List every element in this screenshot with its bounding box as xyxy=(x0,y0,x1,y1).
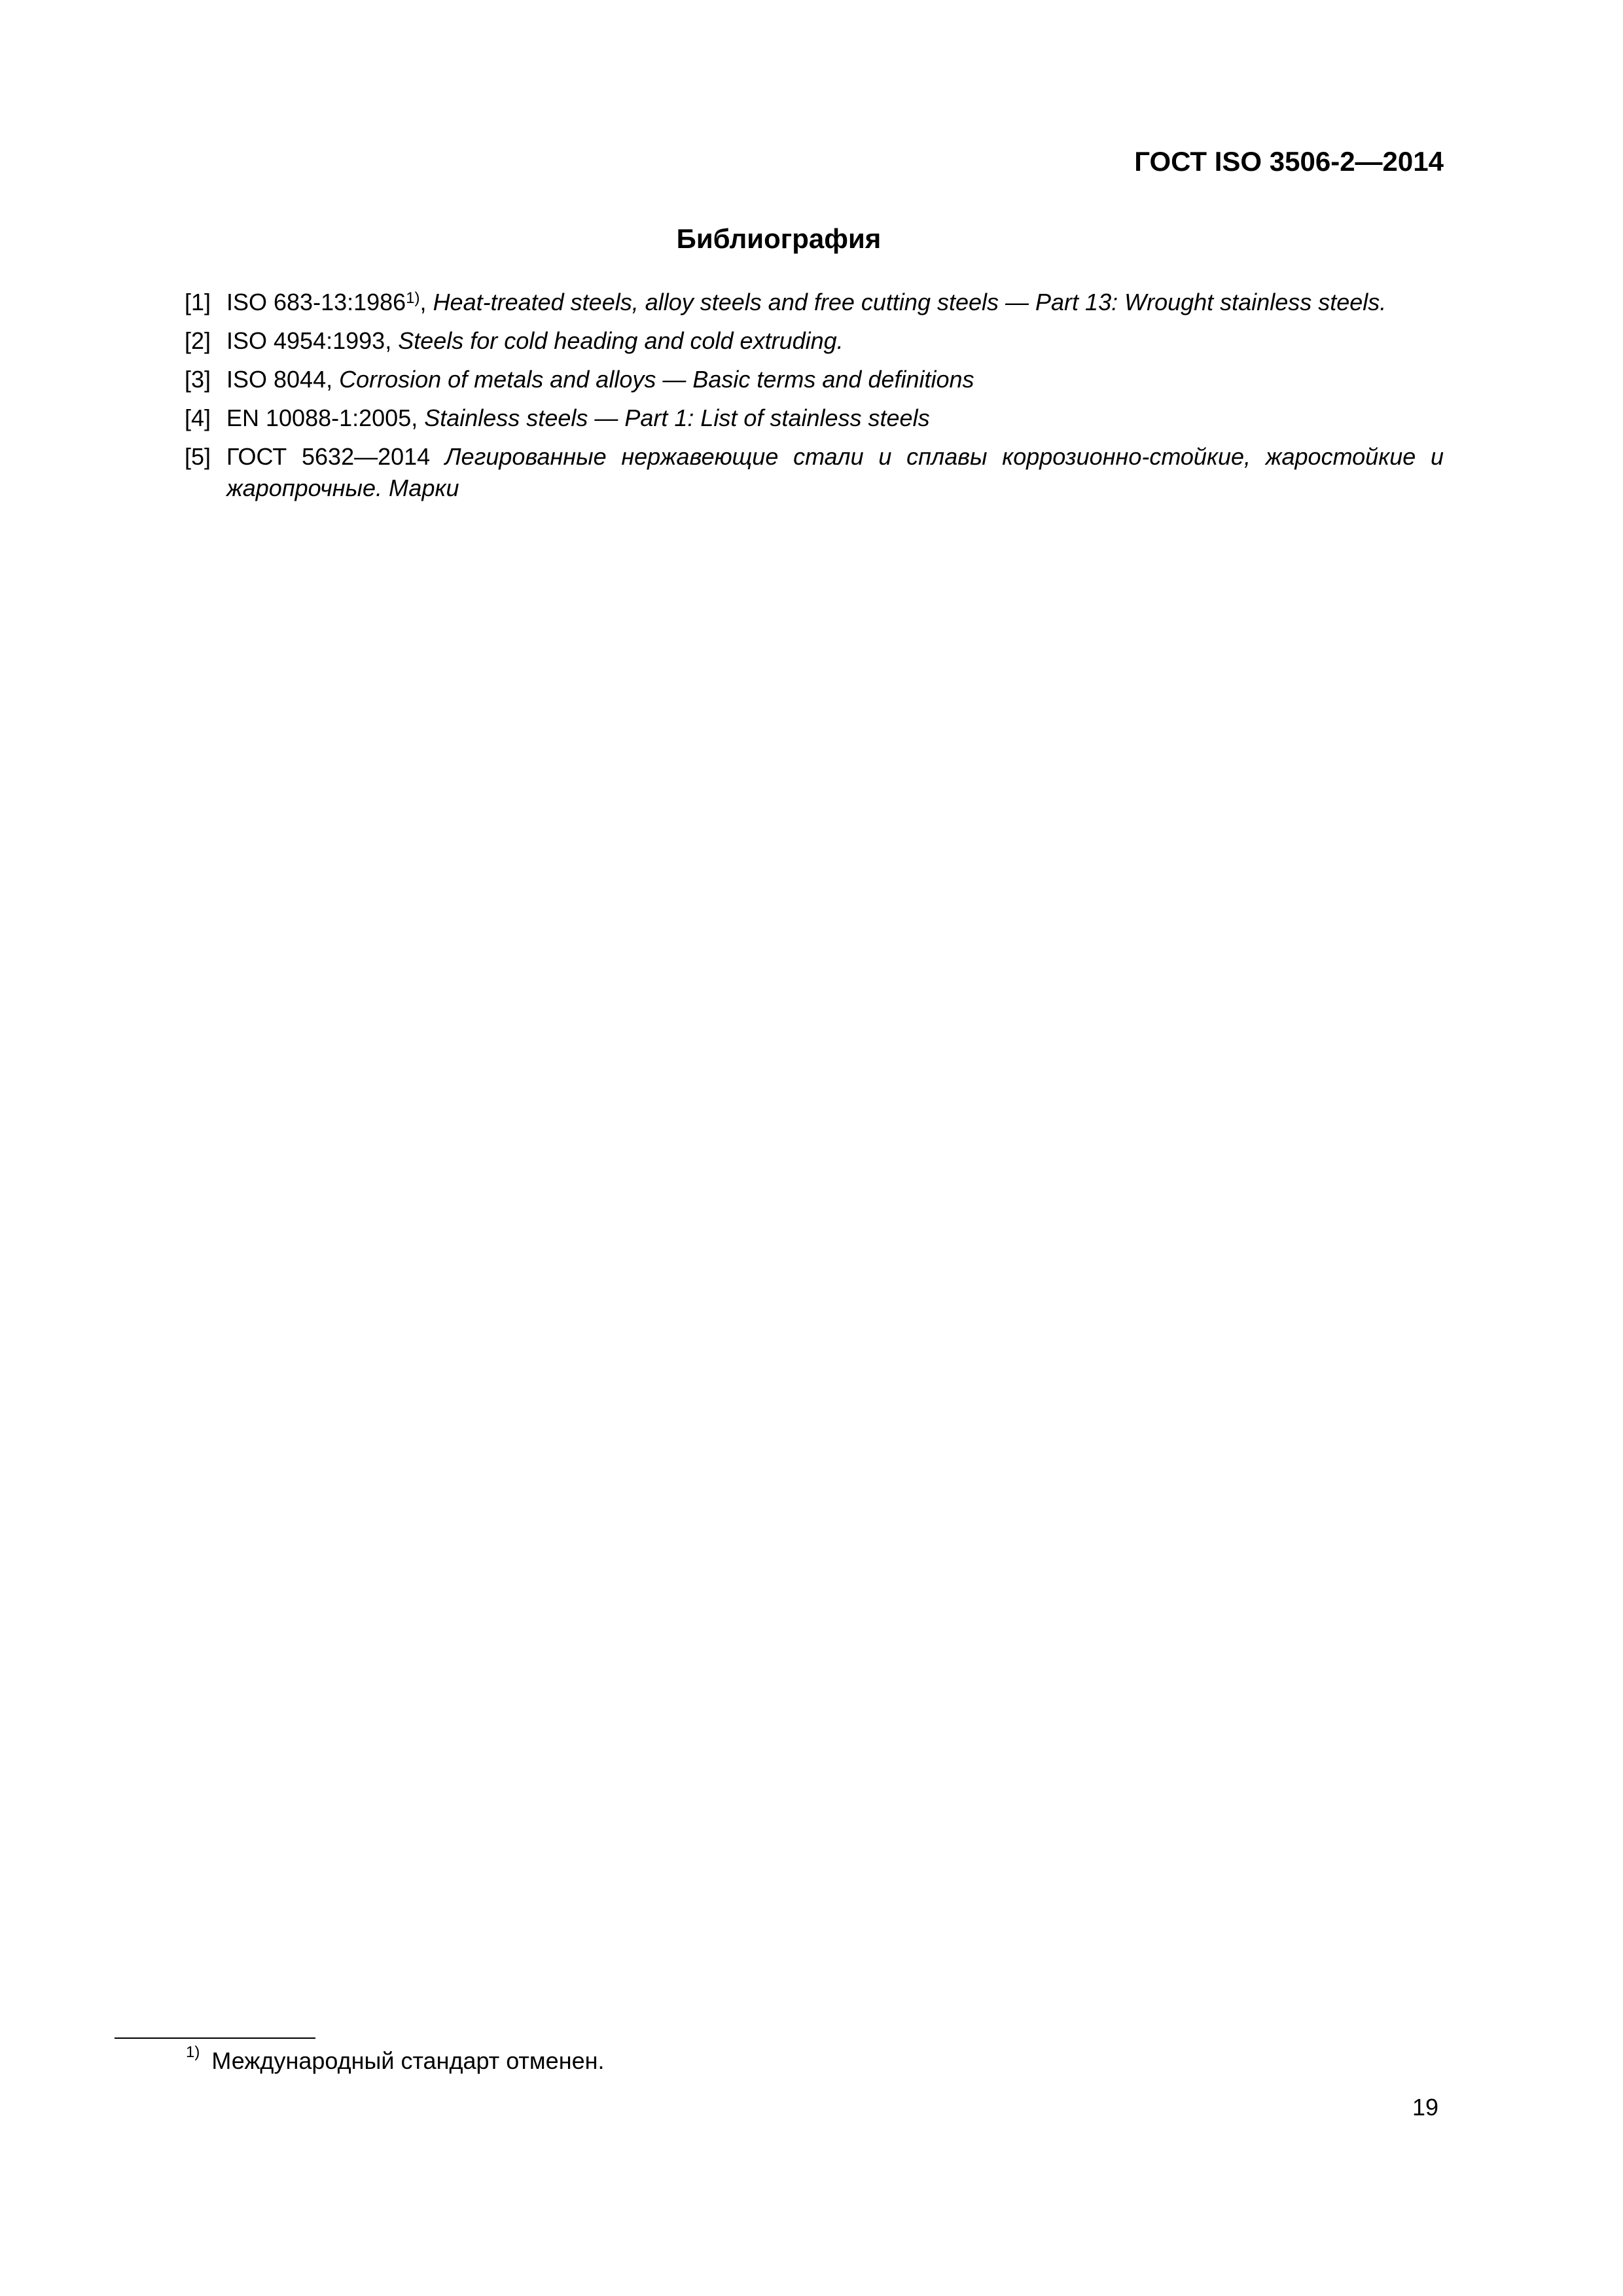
bibliography-item-reference: ГОСТ 5632—2014 xyxy=(226,443,445,470)
bibliography-item-body xyxy=(226,325,1444,357)
document-id-header: ГОСТ ISO 3506-2—2014 xyxy=(1134,146,1444,177)
bibliography-item-title: Легированные нержавеющие стали и сплавы коррозионно-стойкие, жаростойкие и жаропрочные. Марки xyxy=(226,443,1444,501)
bibliography-item-2 xyxy=(185,325,1444,357)
bibliography-item-number: [2] xyxy=(185,327,211,354)
bibliography-item-reference: ISO 4954:1993, xyxy=(226,327,399,354)
bibliography-item-3 xyxy=(185,364,1444,395)
bibliography-item-title: Corrosion of metals and alloys — Basic terms and definitions xyxy=(339,366,974,393)
bibliography-item-reference: ISO 8044, xyxy=(226,366,340,393)
bibliography-item-body xyxy=(226,441,1444,504)
footnote-divider xyxy=(115,2037,315,2039)
bibliography-item-1 xyxy=(185,287,1444,318)
bibliography-item-title: Heat-treated steels, alloy steels and free cutting steels — Part 13: Wrought stainless steels. xyxy=(433,289,1387,315)
footnote xyxy=(186,2043,605,2077)
bibliography-item-5 xyxy=(185,441,1444,504)
page-number: 19 xyxy=(1412,2094,1438,2121)
bibliography-item-separator: , xyxy=(419,289,433,315)
bibliography-item-body xyxy=(226,403,1444,434)
bibliography-item-title: Steels for cold heading and cold extruding. xyxy=(398,327,844,354)
bibliography-item-number: [1] xyxy=(185,289,211,315)
footnote-reference-marker: 1) xyxy=(406,289,420,307)
bibliography-item-number: [5] xyxy=(185,443,211,470)
bibliography-item-title: Stainless steels — Part 1: List of stainless steels xyxy=(424,404,930,431)
bibliography-item-body xyxy=(226,364,1444,395)
bibliography-item-reference: EN 10088-1:2005, xyxy=(226,404,425,431)
footnote-marker: 1) xyxy=(186,2043,200,2061)
bibliography-item-body xyxy=(226,287,1444,318)
footnote-text: Международный стандарт отменен. xyxy=(211,2047,605,2074)
bibliography-item-4 xyxy=(185,403,1444,434)
bibliography-item-reference: ISO 683-13:1986 xyxy=(226,289,406,315)
bibliography-item-number: [3] xyxy=(185,366,211,393)
bibliography-list xyxy=(185,287,1444,511)
bibliography-title: Библиография xyxy=(676,223,882,254)
bibliography-item-number: [4] xyxy=(185,404,211,431)
